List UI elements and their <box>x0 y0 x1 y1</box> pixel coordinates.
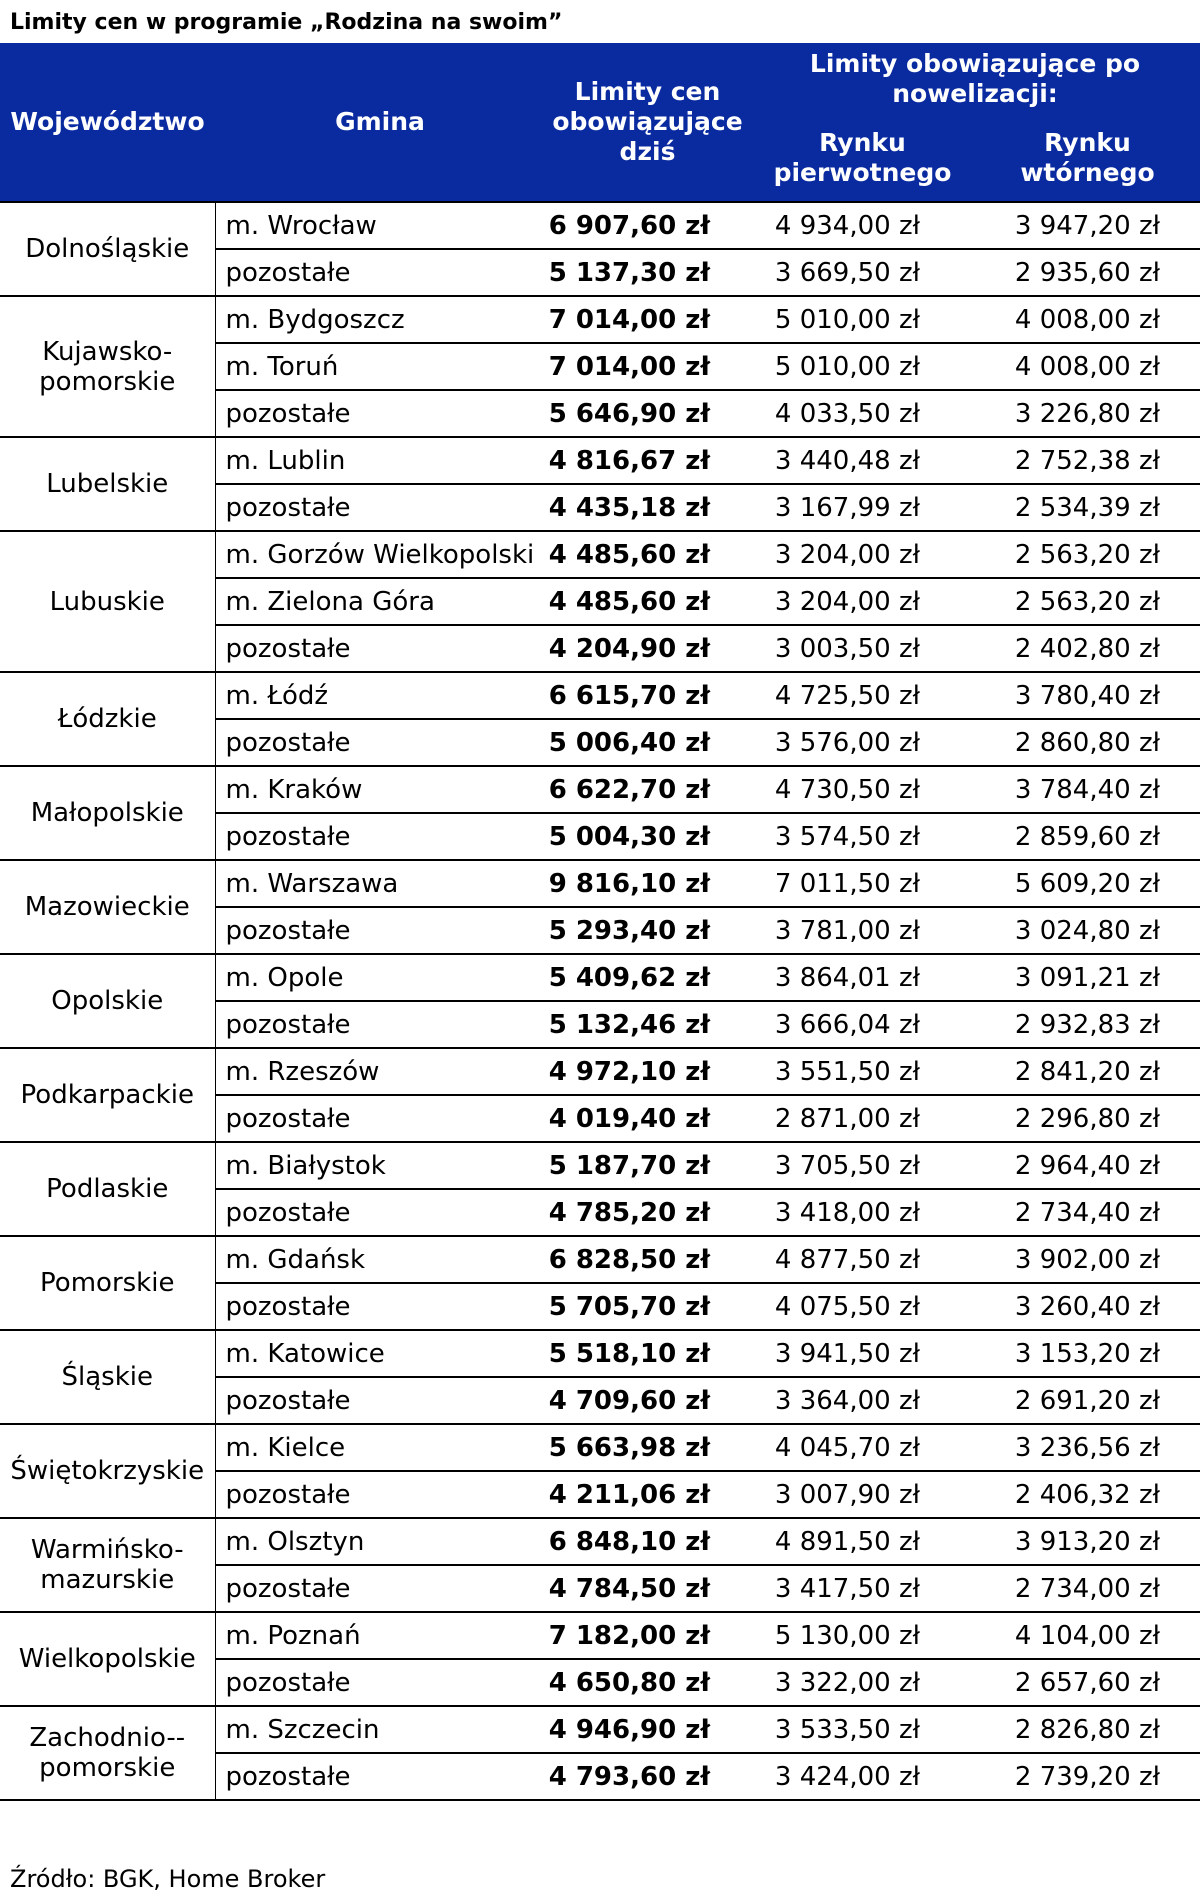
gmina-cell: pozostałe <box>215 1095 545 1142</box>
gmina-cell: pozostałe <box>215 625 545 672</box>
limit-pierwotny-cell: 3 322,00 zł <box>750 1659 975 1706</box>
limit-dzis-cell: 4 972,10 zł <box>545 1048 750 1095</box>
gmina-cell: m. Rzeszów <box>215 1048 545 1095</box>
limit-wtorny-cell: 2 534,39 zł <box>975 484 1200 531</box>
limit-dzis-cell: 6 622,70 zł <box>545 766 750 813</box>
gmina-cell: pozostałe <box>215 484 545 531</box>
limit-wtorny-cell: 3 780,40 zł <box>975 672 1200 719</box>
table-row <box>0 672 1200 719</box>
limit-wtorny-cell: 3 091,21 zł <box>975 954 1200 1001</box>
source-note: Źródło: BGK, Home Broker <box>10 1865 326 1893</box>
limit-pierwotny-cell: 3 666,04 zł <box>750 1001 975 1048</box>
header-limity-dzis: Limity cen obowiązujące dziś <box>545 43 750 202</box>
limit-pierwotny-cell: 3 864,01 zł <box>750 954 975 1001</box>
wojewodztwo-cell: Podkarpackie <box>0 1048 215 1142</box>
limit-wtorny-cell: 2 826,80 zł <box>975 1706 1200 1753</box>
gmina-cell: pozostałe <box>215 1001 545 1048</box>
limit-pierwotny-cell: 3 364,00 zł <box>750 1377 975 1424</box>
table-body <box>0 202 1200 1800</box>
wojewodztwo-cell: Świętokrzyskie <box>0 1424 215 1518</box>
limit-pierwotny-cell: 4 045,70 zł <box>750 1424 975 1471</box>
limit-wtorny-cell: 2 964,40 zł <box>975 1142 1200 1189</box>
table-row <box>0 1330 1200 1377</box>
table-row <box>0 954 1200 1001</box>
wojewodztwo-cell: Śląskie <box>0 1330 215 1424</box>
wojewodztwo-cell: Małopolskie <box>0 766 215 860</box>
gmina-cell: pozostałe <box>215 813 545 860</box>
wojewodztwo-cell: Lubuskie <box>0 531 215 672</box>
limit-pierwotny-cell: 3 669,50 zł <box>750 249 975 296</box>
limit-dzis-cell: 6 828,50 zł <box>545 1236 750 1283</box>
limit-dzis-cell: 5 006,40 zł <box>545 719 750 766</box>
limit-wtorny-cell: 3 024,80 zł <box>975 907 1200 954</box>
limit-wtorny-cell: 2 734,00 zł <box>975 1565 1200 1612</box>
limit-dzis-cell: 4 793,60 zł <box>545 1753 750 1800</box>
gmina-cell: pozostałe <box>215 1659 545 1706</box>
limit-pierwotny-cell: 5 130,00 zł <box>750 1612 975 1659</box>
gmina-cell: m. Toruń <box>215 343 545 390</box>
gmina-cell: pozostałe <box>215 390 545 437</box>
price-limits-table <box>0 43 1200 1801</box>
limit-wtorny-cell: 2 563,20 zł <box>975 578 1200 625</box>
limit-wtorny-cell: 2 406,32 zł <box>975 1471 1200 1518</box>
limit-dzis-cell: 4 485,60 zł <box>545 531 750 578</box>
wojewodztwo-cell: Kujawsko-pomorskie <box>0 296 215 437</box>
limit-pierwotny-cell: 7 011,50 zł <box>750 860 975 907</box>
wojewodztwo-cell: Łódzkie <box>0 672 215 766</box>
gmina-cell: m. Wrocław <box>215 202 545 249</box>
table-row <box>0 1612 1200 1659</box>
table-row <box>0 202 1200 249</box>
wojewodztwo-cell: Opolskie <box>0 954 215 1048</box>
limit-dzis-cell: 5 137,30 zł <box>545 249 750 296</box>
limit-pierwotny-cell: 4 877,50 zł <box>750 1236 975 1283</box>
limit-wtorny-cell: 2 932,83 zł <box>975 1001 1200 1048</box>
table-row <box>0 766 1200 813</box>
gmina-cell: m. Kraków <box>215 766 545 813</box>
gmina-cell: m. Gorzów Wielkopolski <box>215 531 545 578</box>
limit-dzis-cell: 4 784,50 zł <box>545 1565 750 1612</box>
limit-dzis-cell: 5 293,40 zł <box>545 907 750 954</box>
limit-dzis-cell: 4 019,40 zł <box>545 1095 750 1142</box>
limit-pierwotny-cell: 3 204,00 zł <box>750 531 975 578</box>
limit-wtorny-cell: 2 734,40 zł <box>975 1189 1200 1236</box>
limit-dzis-cell: 9 816,10 zł <box>545 860 750 907</box>
limit-wtorny-cell: 2 296,80 zł <box>975 1095 1200 1142</box>
table-row <box>0 437 1200 484</box>
limit-dzis-cell: 7 182,00 zł <box>545 1612 750 1659</box>
table-title: Limity cen w programie „Rodzina na swoim” <box>10 10 563 35</box>
gmina-cell: m. Olsztyn <box>215 1518 545 1565</box>
gmina-cell: pozostałe <box>215 249 545 296</box>
gmina-cell: pozostałe <box>215 1189 545 1236</box>
table-row <box>0 1518 1200 1565</box>
limit-dzis-cell: 4 211,06 zł <box>545 1471 750 1518</box>
gmina-cell: pozostałe <box>215 719 545 766</box>
limit-wtorny-cell: 2 935,60 zł <box>975 249 1200 296</box>
gmina-cell: m. Lublin <box>215 437 545 484</box>
header-wojewodztwo: Województwo <box>0 43 215 202</box>
limit-pierwotny-cell: 5 010,00 zł <box>750 343 975 390</box>
limit-pierwotny-cell: 3 204,00 zł <box>750 578 975 625</box>
limit-wtorny-cell: 3 260,40 zł <box>975 1283 1200 1330</box>
header-limity-po-nowelizacji: Limity obowiązujące po nowelizacji: <box>750 43 1200 115</box>
limit-pierwotny-cell: 3 417,50 zł <box>750 1565 975 1612</box>
table-row <box>0 1424 1200 1471</box>
limit-pierwotny-cell: 3 941,50 zł <box>750 1330 975 1377</box>
gmina-cell: pozostałe <box>215 1753 545 1800</box>
limit-dzis-cell: 4 650,80 zł <box>545 1659 750 1706</box>
limit-wtorny-cell: 5 609,20 zł <box>975 860 1200 907</box>
limit-dzis-cell: 5 705,70 zł <box>545 1283 750 1330</box>
limit-pierwotny-cell: 3 418,00 zł <box>750 1189 975 1236</box>
limit-dzis-cell: 4 946,90 zł <box>545 1706 750 1753</box>
limit-wtorny-cell: 3 784,40 zł <box>975 766 1200 813</box>
header-rynek-pierwotny: Rynku pierwotnego <box>750 115 975 202</box>
limit-dzis-cell: 4 485,60 zł <box>545 578 750 625</box>
limit-pierwotny-cell: 4 075,50 zł <box>750 1283 975 1330</box>
table-row <box>0 1048 1200 1095</box>
limit-dzis-cell: 6 615,70 zł <box>545 672 750 719</box>
limit-pierwotny-cell: 3 781,00 zł <box>750 907 975 954</box>
limit-pierwotny-cell: 5 010,00 zł <box>750 296 975 343</box>
limit-dzis-cell: 5 004,30 zł <box>545 813 750 860</box>
limit-pierwotny-cell: 3 705,50 zł <box>750 1142 975 1189</box>
table-header <box>0 43 1200 202</box>
limit-dzis-cell: 5 663,98 zł <box>545 1424 750 1471</box>
gmina-cell: pozostałe <box>215 1377 545 1424</box>
limit-pierwotny-cell: 4 033,50 zł <box>750 390 975 437</box>
limit-dzis-cell: 4 435,18 zł <box>545 484 750 531</box>
gmina-cell: m. Kielce <box>215 1424 545 1471</box>
wojewodztwo-cell: Zachodnio--pomorskie <box>0 1706 215 1800</box>
limit-wtorny-cell: 2 752,38 zł <box>975 437 1200 484</box>
limit-wtorny-cell: 4 008,00 zł <box>975 296 1200 343</box>
limit-pierwotny-cell: 3 424,00 zł <box>750 1753 975 1800</box>
limit-dzis-cell: 5 409,62 zł <box>545 954 750 1001</box>
gmina-cell: m. Łódź <box>215 672 545 719</box>
wojewodztwo-cell: Podlaskie <box>0 1142 215 1236</box>
gmina-cell: m. Gdańsk <box>215 1236 545 1283</box>
wojewodztwo-cell: Lubelskie <box>0 437 215 531</box>
limit-pierwotny-cell: 3 533,50 zł <box>750 1706 975 1753</box>
limit-pierwotny-cell: 3 007,90 zł <box>750 1471 975 1518</box>
limit-dzis-cell: 4 709,60 zł <box>545 1377 750 1424</box>
gmina-cell: pozostałe <box>215 1565 545 1612</box>
limit-wtorny-cell: 4 104,00 zł <box>975 1612 1200 1659</box>
limit-dzis-cell: 5 518,10 zł <box>545 1330 750 1377</box>
limit-wtorny-cell: 3 236,56 zł <box>975 1424 1200 1471</box>
table-row <box>0 1236 1200 1283</box>
limit-wtorny-cell: 3 226,80 zł <box>975 390 1200 437</box>
gmina-cell: m. Katowice <box>215 1330 545 1377</box>
limit-pierwotny-cell: 3 167,99 zł <box>750 484 975 531</box>
limit-wtorny-cell: 2 739,20 zł <box>975 1753 1200 1800</box>
limit-wtorny-cell: 3 947,20 zł <box>975 202 1200 249</box>
gmina-cell: m. Warszawa <box>215 860 545 907</box>
wojewodztwo-cell: Dolnośląskie <box>0 202 215 296</box>
limit-pierwotny-cell: 3 576,00 zł <box>750 719 975 766</box>
limit-pierwotny-cell: 2 871,00 zł <box>750 1095 975 1142</box>
limit-dzis-cell: 6 848,10 zł <box>545 1518 750 1565</box>
gmina-cell: m. Bydgoszcz <box>215 296 545 343</box>
limit-wtorny-cell: 2 691,20 zł <box>975 1377 1200 1424</box>
limit-wtorny-cell: 3 902,00 zł <box>975 1236 1200 1283</box>
gmina-cell: m. Zielona Góra <box>215 578 545 625</box>
gmina-cell: m. Białystok <box>215 1142 545 1189</box>
limit-wtorny-cell: 4 008,00 zł <box>975 343 1200 390</box>
limit-wtorny-cell: 2 402,80 zł <box>975 625 1200 672</box>
table-row <box>0 296 1200 343</box>
limit-dzis-cell: 6 907,60 zł <box>545 202 750 249</box>
limit-dzis-cell: 5 187,70 zł <box>545 1142 750 1189</box>
gmina-cell: m. Opole <box>215 954 545 1001</box>
header-rynek-wtorny: Rynku wtórnego <box>975 115 1200 202</box>
gmina-cell: pozostałe <box>215 1283 545 1330</box>
limit-wtorny-cell: 2 563,20 zł <box>975 531 1200 578</box>
gmina-cell: pozostałe <box>215 907 545 954</box>
wojewodztwo-cell: Wielkopolskie <box>0 1612 215 1706</box>
limit-wtorny-cell: 2 657,60 zł <box>975 1659 1200 1706</box>
wojewodztwo-cell: Pomorskie <box>0 1236 215 1330</box>
limit-pierwotny-cell: 4 891,50 zł <box>750 1518 975 1565</box>
limit-pierwotny-cell: 4 725,50 zł <box>750 672 975 719</box>
limit-wtorny-cell: 2 859,60 zł <box>975 813 1200 860</box>
wojewodztwo-cell: Warmińsko-mazurskie <box>0 1518 215 1612</box>
limit-dzis-cell: 5 132,46 zł <box>545 1001 750 1048</box>
limit-pierwotny-cell: 4 730,50 zł <box>750 766 975 813</box>
limit-wtorny-cell: 3 153,20 zł <box>975 1330 1200 1377</box>
limit-wtorny-cell: 2 841,20 zł <box>975 1048 1200 1095</box>
limit-dzis-cell: 7 014,00 zł <box>545 343 750 390</box>
table-row <box>0 1706 1200 1753</box>
limit-pierwotny-cell: 3 574,50 zł <box>750 813 975 860</box>
limit-pierwotny-cell: 3 551,50 zł <box>750 1048 975 1095</box>
header-gmina: Gmina <box>215 43 545 202</box>
limit-wtorny-cell: 2 860,80 zł <box>975 719 1200 766</box>
limit-dzis-cell: 4 204,90 zł <box>545 625 750 672</box>
limit-dzis-cell: 4 816,67 zł <box>545 437 750 484</box>
limit-dzis-cell: 7 014,00 zł <box>545 296 750 343</box>
gmina-cell: m. Szczecin <box>215 1706 545 1753</box>
limit-dzis-cell: 5 646,90 zł <box>545 390 750 437</box>
gmina-cell: pozostałe <box>215 1471 545 1518</box>
wojewodztwo-cell: Mazowieckie <box>0 860 215 954</box>
limit-pierwotny-cell: 4 934,00 zł <box>750 202 975 249</box>
limit-dzis-cell: 4 785,20 zł <box>545 1189 750 1236</box>
gmina-cell: m. Poznań <box>215 1612 545 1659</box>
table-row <box>0 860 1200 907</box>
limit-wtorny-cell: 3 913,20 zł <box>975 1518 1200 1565</box>
limit-pierwotny-cell: 3 003,50 zł <box>750 625 975 672</box>
table-row <box>0 531 1200 578</box>
table-row <box>0 1142 1200 1189</box>
limit-pierwotny-cell: 3 440,48 zł <box>750 437 975 484</box>
